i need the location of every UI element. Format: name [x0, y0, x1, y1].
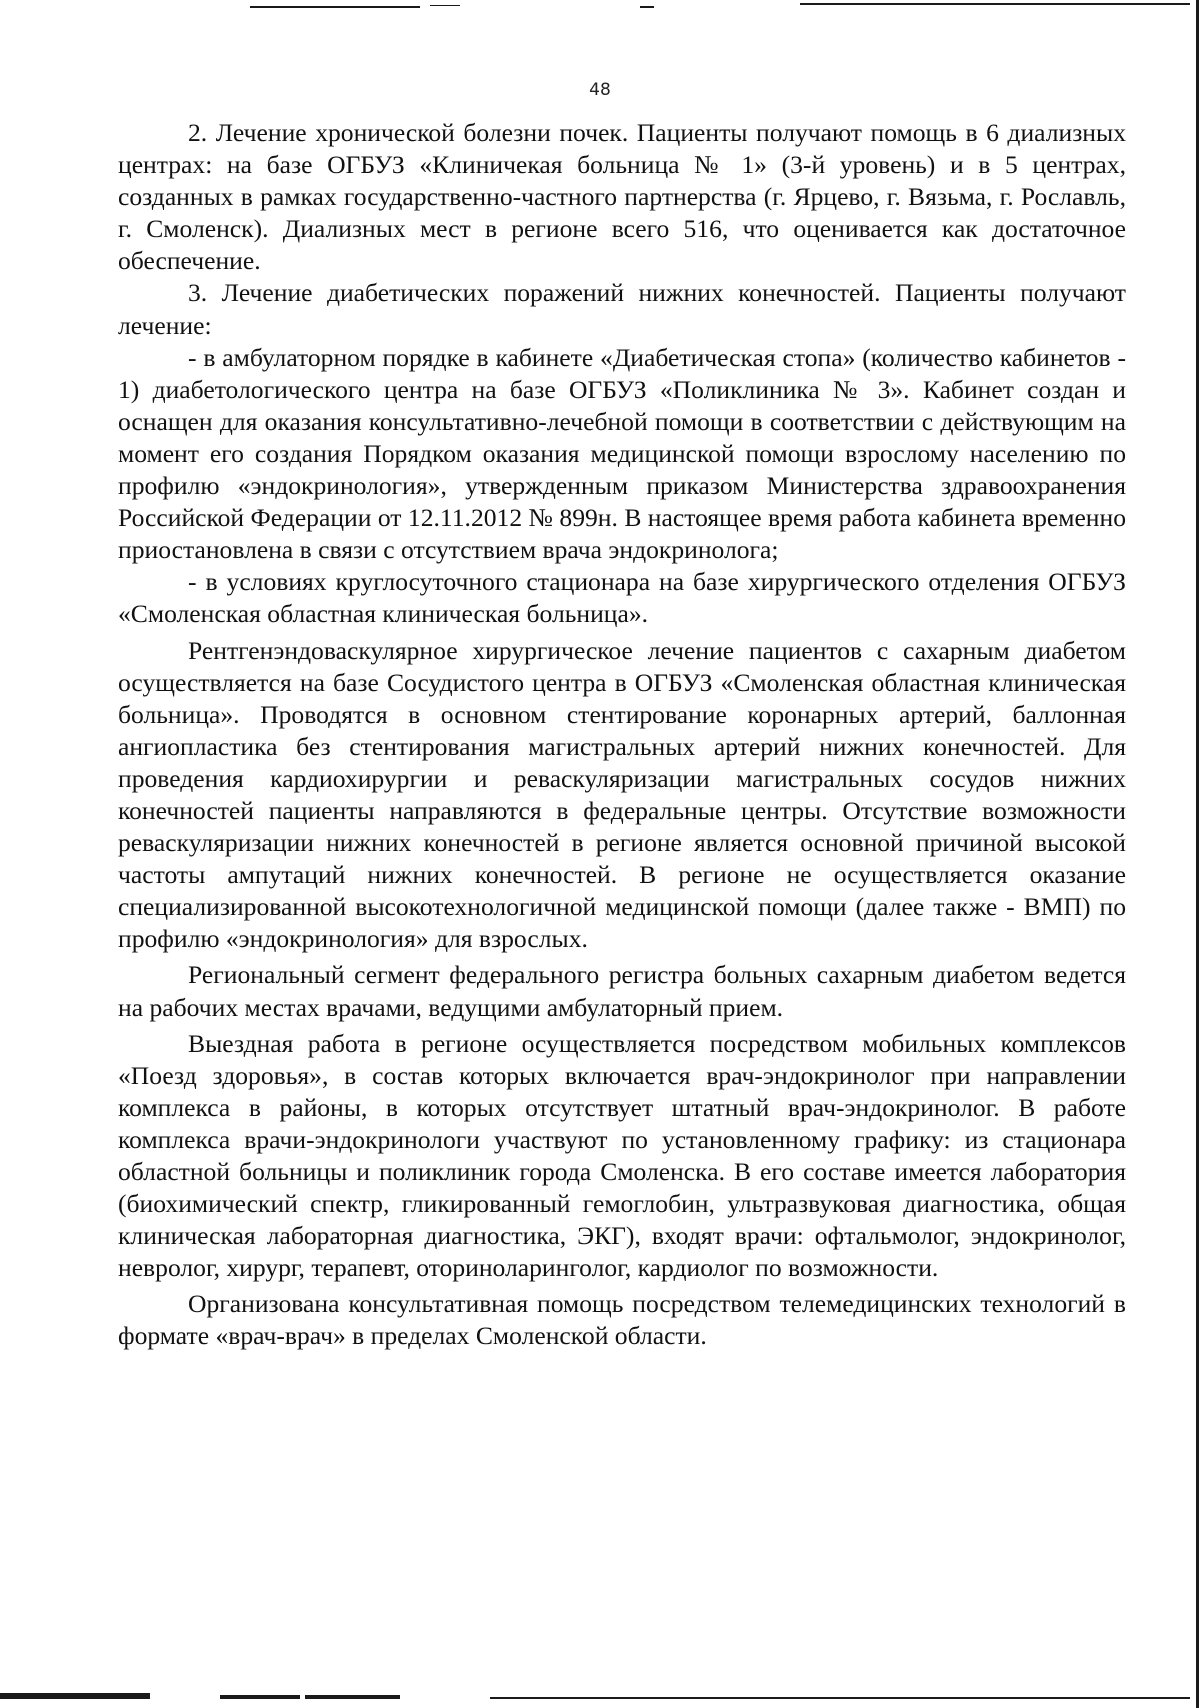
document-body	[118, 117, 1126, 1353]
paragraph-outpatient-cabinet: - в амбулаторном порядке в кабинете «Диабетическая стопа» (количество кабинетов - 1) диабетологического центра на базе ОГБУЗ «Поликлиника № 3». Кабинет создан и оснащен для оказания консультативно-лечебной помощи в соответствии с действующим на момент его создания Порядком оказания медицинской помощи взрослому населению по профилю «эндокринология», утвержденным приказом Министерства здравоохранения Российской Федерации от 12.11.2012 № 899н. В настоящее время работа кабинета временно приостановлена в связи с отсутствием врача эндокринолога;	[118, 342, 1126, 565]
paragraph-dialysis: 2. Лечение хронической болезни почек. Пациенты получают помощь в 6 диализных центрах: на базе ОГБУЗ «Клиничекая больница № 1» (3-й уровень) и в 5 центрах, созданных в рамках государственно-частного партнерства (г. Ярцево, г. Вязьма, г. Рославль, г. Смоленск). Диализных мест в регионе всего 516, что оценивается как достаточное обеспечение.	[118, 118, 1126, 276]
scan-edge-line-top	[250, 6, 420, 8]
paragraph-diabetes-register: Региональный сегмент федерального регистра больных сахарным диабетом ведется на рабочих местах врачами, ведущими амбулаторный прием.	[118, 960, 1126, 1022]
scan-edge-line-top	[430, 5, 460, 6]
paragraph-inpatient-surgery: - в условиях круглосуточного стационара на базе хирургического отделения ОГБУЗ «Смоленская областная клиническая больница».	[118, 567, 1126, 629]
scan-edge-line-bottom	[220, 1695, 300, 1699]
scan-edge-line-right	[1196, 0, 1199, 1708]
scan-edge-line-top	[640, 6, 654, 8]
scan-edge-line-bottom	[490, 1697, 1190, 1699]
scan-edge-line-top	[800, 3, 1190, 5]
scan-edge-line-bottom	[305, 1695, 400, 1699]
paragraph-telemedicine: Организована консультативная помощь посредством телемедицинских технологий в формате «врач-врач» в пределах Смоленской области.	[118, 1289, 1126, 1351]
page-number: 48	[589, 80, 611, 100]
paragraph-endovascular-treatment: Рентгенэндоваскулярное хирургическое лечение пациентов с сахарным диабетом осуществляется на базе Сосудистого центра в ОГБУЗ «Смоленская областная клиническая больница». Проводятся в основном стентирование коронарных артерий, баллонная ангиопластика без стентирования магистральных артерий нижних конечностей. Для проведения кардиохирургии и реваскуляризации магистральных сосудов нижних конечностей пациенты направляются в федеральные центры. Отсутствие возможности реваскуляризации нижних конечностей в регионе является основной причиной высокой частоты ампутаций нижних конечностей. В регионе не осуществляется оказание специализированной высокотехнологичной медицинской помощи (далее также - ВМП) по профилю «эндокринология» для взрослых.	[118, 635, 1126, 954]
scan-edge-line-bottom	[0, 1693, 150, 1699]
paragraph-diabetic-foot: 3. Лечение диабетических поражений нижних конечностей. Пациенты получают лечение:	[118, 278, 1126, 340]
paragraph-mobile-complexes: Выездная работа в регионе осуществляется посредством мобильных комплексов «Поезд здоровья», в состав которых включается врач-эндокринолог при направлении комплекса в районы, в которых отсутствует штатный врач-эндокринолог. В работе комплекса врачи-эндокринологи участвуют по установленному графику: из стационара областной больницы и поликлиник города Смоленска. В его составе имеется лаборатория (биохимический спектр, гликированный гемоглобин, ультразвуковая диагностика, общая клиническая лабораторная диагностика, ЭКГ), входят врачи: офтальмолог, эндокринолог, невролог, хирург, терапевт, оториноларинголог, кардиолог по возможности.	[118, 1028, 1126, 1283]
